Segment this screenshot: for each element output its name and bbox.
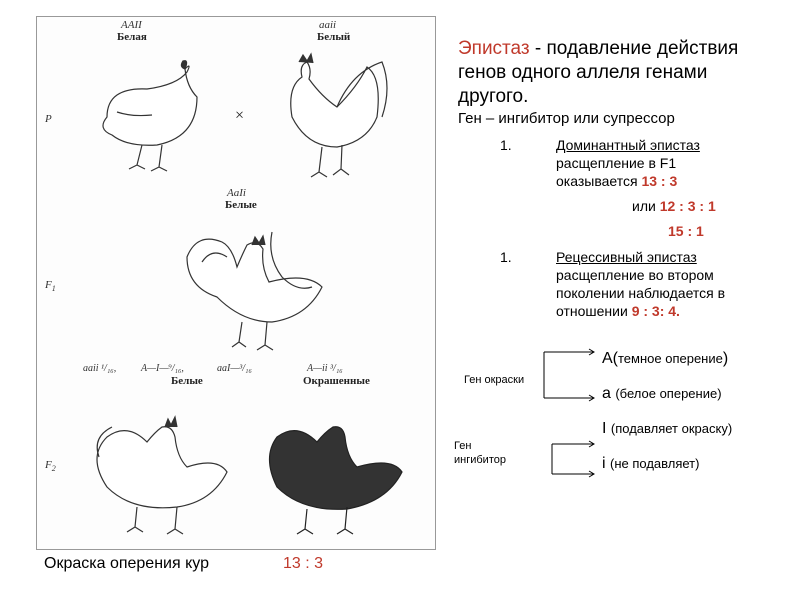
item2-number: 1. <box>500 249 512 265</box>
f2-ratio-2: A—I—⁹/₁₆, <box>141 363 184 374</box>
caption-ratio: 13 : 3 <box>283 555 324 572</box>
item1-number: 1. <box>500 137 512 153</box>
rooster-p-genotype: aaii <box>319 19 337 31</box>
item2-line3: поколении наблюдается в <box>556 285 726 301</box>
f1-label: $F_1$ <box>45 279 56 294</box>
alt-ratio-2: 15 : 1 <box>668 223 704 239</box>
definition-line-2: генов одного аллеля генами <box>458 62 708 83</box>
figure-caption: Окраска оперения кур <box>44 555 209 572</box>
definition-line-1: Эпистаз - подавление действия <box>458 38 739 59</box>
allele-A: А(темное оперение) <box>602 350 729 367</box>
item1-line2: расщепление в F1 <box>556 155 677 171</box>
rooster-p-color: Белый <box>317 31 351 43</box>
definition-line-3: другого. <box>458 86 529 107</box>
inhibitor-label-1: Ген <box>454 440 472 452</box>
color-gene-label: Ген окраски <box>464 374 525 386</box>
allele-i: i (не подавляет) <box>602 455 700 472</box>
p-label: P <box>45 113 52 125</box>
f2-ratio-4: A—ii ³/₁₆ <box>307 363 343 374</box>
cross-symbol: × <box>235 107 245 124</box>
hen-p-color: Белая <box>117 31 147 43</box>
f2-colored-label: Окрашенные <box>303 375 370 387</box>
f2-label: $F_2$ <box>45 459 56 474</box>
definition-subtitle: Ген – ингибитор или супрессор <box>458 110 675 127</box>
item2-line2: расщепление во втором <box>556 267 714 283</box>
definition-term: Эпистаз <box>458 38 530 59</box>
f2-ratio-3: aaI—³/₁₆ <box>217 363 252 374</box>
hen-p-genotype: AAII <box>121 19 142 31</box>
f2-ratio-1: aaii ¹/₁₆, <box>83 363 117 374</box>
inhibitor-label-2: ингибитор <box>454 454 506 466</box>
f1-genotype: AaIi <box>227 187 246 199</box>
item1-title: Доминантный эпистаз <box>556 137 700 153</box>
allele-a: а (белое оперение) <box>602 385 722 402</box>
item2-line4: отношении 9 : 3: 4. <box>556 303 680 319</box>
f2-white-label: Белые <box>171 375 203 387</box>
item2-title: Рецессивный эпистаз <box>556 249 697 265</box>
f1-color: Белые <box>225 199 257 211</box>
alt-ratios: или 12 : 3 : 1 <box>632 198 716 214</box>
allele-I: I (подавляет окраску) <box>602 420 733 437</box>
item1-line3: оказывается 13 : 3 <box>556 173 678 189</box>
